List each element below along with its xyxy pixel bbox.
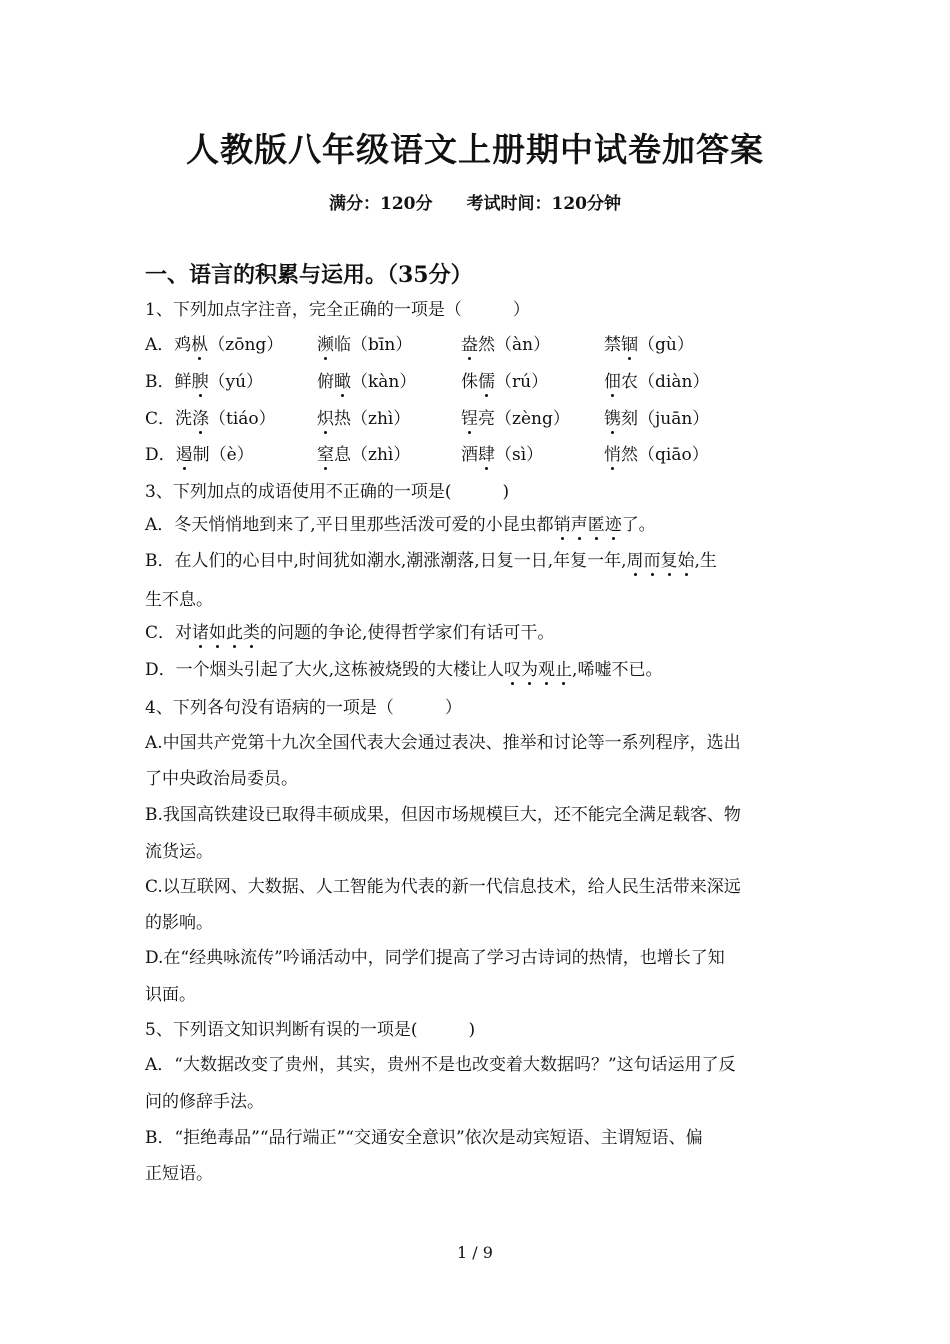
page-number: 1 / 9	[457, 1243, 493, 1262]
question-3-option-b: B．在人们的心目中,时间犹如潮水,潮涨潮落,日复一日,年复一年,周而复始,生	[145, 551, 717, 571]
question-1-option-1-2: 侏儒（rú）	[461, 372, 549, 392]
question-1-option-0-0: A．鸡枞（zōng）	[145, 335, 284, 355]
question-1-option-3-3: 悄然（qiāo）	[604, 445, 709, 465]
question-5-line: 问的修辞手法。	[145, 1092, 264, 1112]
question-1-option-2-0: C．洗涤（tiáo）	[145, 409, 276, 429]
question-4-line: 了中央政治局委员。	[145, 769, 298, 789]
question-1-option-2-2: 锃亮（zèng）	[461, 409, 570, 429]
question-1-option-2-1: 炽热（zhì）	[317, 409, 411, 429]
question-3-option-a: A．冬天悄悄地到来了,平日里那些活泼可爱的小昆虫都销声匿迹了。	[145, 515, 656, 535]
question-3-option-d: D．一个烟头引起了大火,这栋被烧毁的大楼让人叹为观止,唏嘘不已。	[145, 660, 663, 680]
question-4-line: 识面。	[145, 985, 196, 1005]
exam-meta: 满分：120分 考试时间：120分钟	[329, 194, 621, 214]
question-1-option-0-1: 濒临（bīn）	[317, 335, 413, 355]
question-4-line: C.以互联网、大数据、人工智能为代表的新一代信息技术，给人民生活带来深远	[145, 877, 741, 897]
question-1-option-1-1: 俯瞰（kàn）	[317, 372, 417, 392]
question-3-stem: 3、下列加点的成语使用不正确的一项是( )	[145, 482, 510, 502]
question-1-option-1-3: 佃农（diàn）	[604, 372, 710, 392]
question-5-line: B．“拒绝毒品”“品行端正”“交通安全意识”依次是动宾短语、主谓短语、偏	[145, 1128, 703, 1148]
question-4-line: B.我国高铁建设已取得丰硕成果，但因市场规模巨大，还不能完全满足载客、物	[145, 805, 741, 825]
question-4-line: 的影响。	[145, 913, 213, 933]
question-5-line: A．“大数据改变了贵州，其实，贵州不是也改变着大数据吗？”这句话运用了反	[145, 1055, 736, 1075]
question-4-stem: 4、下列各句没有语病的一项是（ ）	[145, 698, 462, 718]
question-4-line: 流货运。	[145, 842, 213, 862]
question-1-option-1-0: B．鲜腴（yú）	[145, 372, 264, 392]
question-1-option-0-3: 禁锢（gù）	[604, 335, 694, 355]
question-3-option-c: C．对诸如此类的问题的争论,使得哲学家们有话可干。	[145, 623, 555, 643]
question-1-option-3-0: D．遏制（è）	[145, 445, 254, 465]
question-1-option-0-2: 盎然（àn）	[461, 335, 551, 355]
question-3-option-b-cont: 生不息。	[145, 590, 213, 610]
question-1-option-3-2: 酒肆（sì）	[461, 445, 544, 465]
question-1-option-2-3: 镌刻（juān）	[604, 409, 710, 429]
question-4-line: A.中国共产党第十九次全国代表大会通过表决、推举和讨论等一系列程序，选出	[145, 733, 741, 753]
question-1-option-3-1: 窒息（zhì）	[317, 445, 411, 465]
section-heading: 一、语言的积累与运用。（35分）	[145, 262, 473, 288]
question-5-stem: 5、下列语文知识判断有误的一项是( )	[145, 1020, 476, 1040]
question-4-line: D.在“经典咏流传”吟诵活动中，同学们提高了学习古诗词的热情，也增长了知	[145, 948, 725, 968]
page-title: 人教版八年级语文上册期中试卷加答案	[186, 130, 764, 169]
question-5-line: 正短语。	[145, 1164, 213, 1184]
question-1-stem: 1、下列加点字注音，完全正确的一项是（ ）	[145, 300, 530, 320]
